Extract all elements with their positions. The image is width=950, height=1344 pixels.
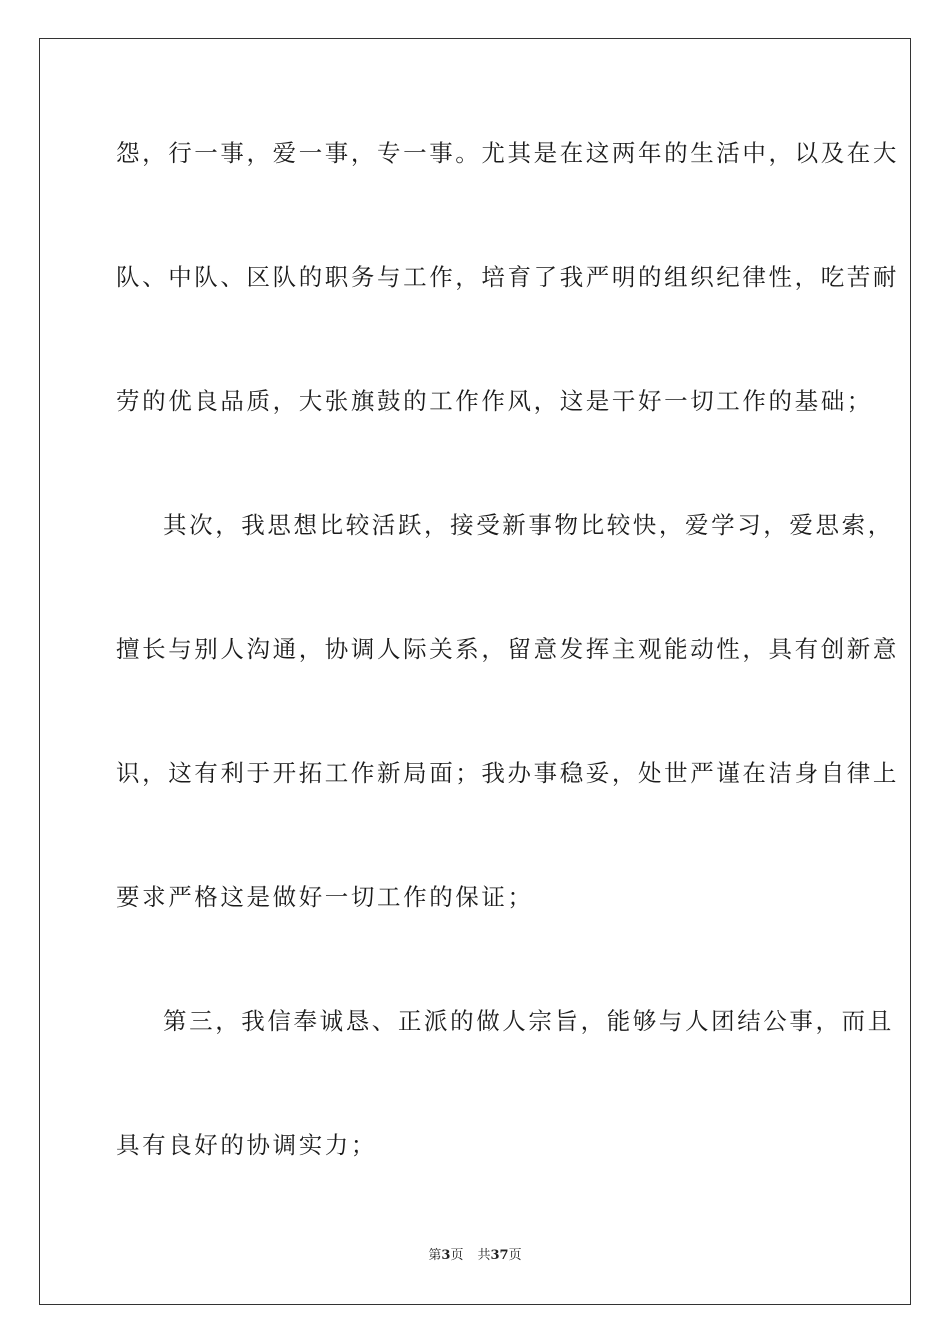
paragraph-start-line: 其次，我思想比较活跃，接受新事物比较快，爱学习，爱思索，	[163, 511, 894, 539]
text-line: 要求严格这是做好一切工作的保证；	[116, 883, 534, 911]
page-footer	[0, 1248, 950, 1264]
page-border	[39, 38, 911, 1305]
page-number: 3	[441, 1248, 451, 1263]
text-line: 劳的优良品质，大张旗鼓的工作作风，这是干好一切工作的基础；	[116, 387, 873, 415]
page-label-suffix: 页	[450, 1248, 464, 1263]
text-line: 识，这有利于开拓工作新局面；我办事稳妥，处世严谨在洁身自律上	[116, 759, 899, 787]
page-label-prefix: 第	[428, 1248, 442, 1263]
total-label-suffix: 页	[508, 1248, 522, 1263]
text-line: 具有良好的协调实力；	[116, 1131, 377, 1159]
total-label-prefix: 共	[477, 1248, 491, 1263]
total-pages: 37	[490, 1248, 509, 1263]
text-line: 擅长与别人沟通，协调人际关系，留意发挥主观能动性，具有创新意	[116, 635, 899, 663]
paragraph-start-line: 第三，我信奉诚恳、正派的做人宗旨，能够与人团结公事，而且	[163, 1007, 894, 1035]
text-line: 队、中队、区队的职务与工作，培育了我严明的组织纪律性，吃苦耐	[116, 263, 899, 291]
text-line: 怨，行一事，爱一事，专一事。尤其是在这两年的生活中，以及在大	[116, 139, 899, 167]
